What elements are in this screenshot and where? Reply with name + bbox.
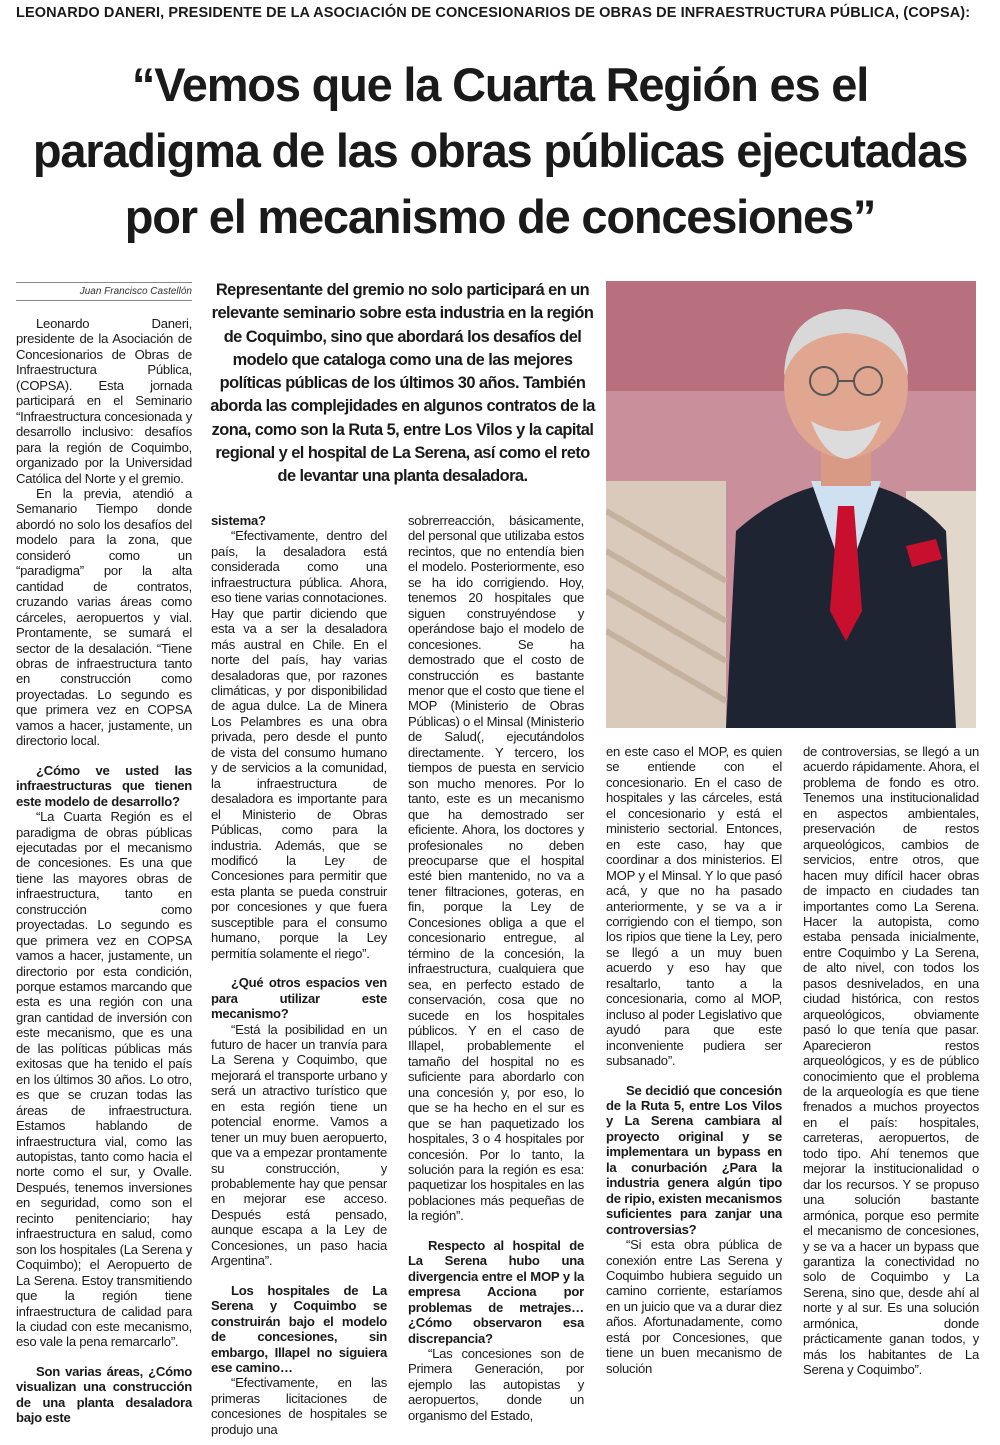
paragraph: sobrerreacción, básicamente, del personal que utilizaba estos recintos, que no entendía bien el modelo. Posteriormente, eso se ha ido corrigiendo. Hoy, tenemos 20 hospitales que siguen construyéndose y operándose bajo el modelo de concesiones. Se ha demostrado que el costo de construcción es bastante menor que el costo que tiene el MOP (Ministerio de Obras Públicas) o el Minsal (Ministerio de Salud(, ejecutándolos directamente. Y tercero, los tiempos de puesta en servicio son mucho menores. Por lo tanto, este es un mecanismo que ha demostrado ser eficiente. Ahora, los doctores y profesionales no deben preocuparse que el hospital esté bien mantenido, no va a tener filtraciones, goteras, en fin, porque la Ley de Concesiones obliga a que el concesionario entregue, al término de la concesión, la infraestructura, cualquiera que sea, en perfecto estado de conservación, cosa que no sucede en los hospitales públicos. Y en el caso de Illapel, probablemente el tamaño del hospital no es suficiente para abordarlo con una concesión y, por eso, lo que se ha hecho en el sur es que se han paquetizado los hospitales, 3 o 4 hospitales por concesión. Por lo tanto, la solución para la región es esa: paquetizar los hospitales en las poblaciones más pequeñas de la región”. [408,513,584,1224]
paragraph: de controversias, se llegó a un acuerdo rápidamente. Ahora, el problema de fondo es otro. Tenemos una institucionalidad en aspectos ambientales, preservación de restos arqueológicos, cambios de servicios, entre otros, que hacen muy difícil hacer obras de impacto en ciudades tan importantes como La Serena. Hacer la autopista, como estaba pensada inicialmente, entre Coquimbo y La Serena, de alto nivel, con todos los pasos desnivelados, en una ciudad histórica, con restos arqueológicos, obviamente pasó lo que tenía que pasar. Aparecieron restos arqueológicos, y es de público conocimiento que el problema de la arqueología es que tiene frenados a muchos proyectos en el país: hospitales, carreteras, aeropuertos, de todo tipo. Ahí tenemos que mejorar la institucionalidad o dar los recursos. Y se propuso una solución bastante armónica, porque eso permite el mecanismo de concesiones, y se va a hacer un bypass que garantiza la conectividad no solo de Coquimbo y La Serena, sino que, desde ahí al norte y al sur. Es una solución armónica, donde prácticamente ganan todos, y más los habitantes de La Serena y Coquimbo”. [803,744,979,1378]
headline-line: por el mecanismo de concesiones” [124,190,876,243]
paragraph: “Si esta obra pública de conexión entre Las Serena y Coquimbo hubiera seguido un camino corriente, estaríamos en un juicio que va a durar diez años. Afortunadamente, como está por Concesiones, que tiene un buen mecanismo de solución [606,1237,782,1376]
portrait-illustration [606,281,976,728]
portrait-photo [606,281,976,728]
question: Son varias áreas, ¿Cómo visualizan una construcción de una planta desaladora bajo este [16,1363,192,1426]
column-4 [606,744,782,1376]
question: Los hospitales de La Serena y Coquimbo se construirán bajo el modelo de concesiones, sin embargo, Illapel no siguiera ese camino… [211,1282,387,1376]
question: Respecto al hospital de La Serena hubo una divergencia entre el MOP y la empresa Acciona por problemas de metrajes… ¿Cómo observaron esa discrepancia? [408,1237,584,1346]
paragraph: “Está la posibilidad en un futuro de hacer un tranvía para La Serena y Coquimbo, que mejorará el transporte urbano y será un atractivo turístico que en esta región tiene un potencial enorme. Vamos a tener un muy buen aeropuerto, que va a empezar prontamente su construcción, y probablemente hay que pensar en mejorar ese acceso. Después está pensado, aunque escapa a la Ley de Concesiones, un paso hacia Argentina”. [211,1021,387,1269]
paragraph: “Efectivamente, dentro del país, la desaladora está considerada como una infraestructura pública. Ahora, eso tiene varias connotaciones. Hay que partir diciendo que esta va a ser la desaladora más austral en Chile. En el norte del país, hay varias desaladoras que, por razones climáticas, y por disponibilidad de agua dulce. La de Minera Los Pelambres es una obra privada, pero desde el punto de vista del consumo humano y de servicios a la comunidad, la infraestructura de desaladora es importante para el Ministerio de Obras Públicas, como para la industria. Además, que se modificó la Ley de Concesiones para permitir que esta planta se pueda construir por concesiones y que fuera susceptible para el consumo humano, porque la Ley permitía solamente el riego”. [211,528,387,961]
question: sistema? [211,513,266,528]
question: ¿Cómo ve usted las infraestructuras que tienen este modelo de desarrollo? [16,762,192,809]
column-5 [803,744,979,1378]
paragraph: Leonardo Daneri, presidente de la Asociación de Concesionarios de Obras de Infraestructura Pública, (COPSA). Esta jornada participará en el Seminario “Infraestructura concesionada y desarrollo inclusivo: desafíos para la región de Coquimbo, organizado por la Universidad Católica del Norte y el gremio. [16,316,192,486]
lead-paragraph: Representante del gremio no solo participará en un relevante seminario sobre esta industria en la región de Coquimbo, sino que abordará los desafíos del modelo que cataloga como una de las mejores políticas públicas de los últimos 30 años. También aborda las complejidades en algunos contratos de la zona, como son la Ruta 5, entre Los Vilos y la capital regional y el hospital de La Serena, así como el reto de levantar una planta desaladora. [210,281,595,486]
column-2 [211,513,387,1437]
column-3 [408,513,584,1423]
paragraph: En la previa, atendió a Semanario Tiempo donde abordó no solo los desafíos del modelo para la zona, que consideró como un “paradigma” por la alta cantidad de contratos, cruzando varias áreas como cárceles, aeropuertos y vial. Prontamente, se sumará el sector de la desalación. “Tiene obras de infraestructura tanto en construcción como proyectadas. Lo segundo es que primera vez en COPSA vamos a hacer, justamente, un directorio local. [16,485,192,749]
question: ¿Qué otros espacios ven para utilizar este mecanismo? [211,975,387,1022]
paragraph: en este caso el MOP, es quien se entiende con el concesionario. En el caso de hospitales y las cárceles, está el concesionario y está el ministerio sectorial. Entonces, en este caso, hay que coordinar a dos ministerios. El MOP y el Minsal. Y lo que pasó acá, y que no ha pasado anteriormente, y se va a ir corrigiendo con el tiempo, son los ripios que tiene la Ley, pero se llegó a un muy buen acuerdo y eso hay que resaltarlo, tanto a la concesionaria, como al MOP, incluso al poder Legislativo que ayudó para que este inconveniente pudiera ser subsanado”. [606,744,782,1069]
column-1 [16,316,192,1426]
paragraph: “La Cuarta Región es el paradigma de obras públicas ejecutadas por el mecanismo de concesiones. Es una que tiene las mayores obras de infraestructura, tanto en construcción como proyectadas. Lo segundo es que primera vez en COPSA vamos a hacer, justamente, un directorio por esta condición, porque estamos marcando que esta es una región con una gran cantidad de inversión con este mecanismo, que es una de las políticas públicas más exitosas que ha tenido el país en los últimos 30 años. Lo otro, es que se cruzan todas las áreas de infraestructura. Estamos hablando de infraestructura vial, como las autopistas, tanto como hacia el norte como el sur, y Ovalle. Después, tenemos inversiones en seguridad, como son el recinto penitenciario; hay infraestructura en salud, como son los hospitales (La Serena y Coquimbo); el Aeropuerto de La Serena. Estoy transmitiendo que la región tiene infraestructura de calidad para la ciudad con este mecanismo, eso vale la pena remarcarlo”. [16,809,192,1350]
paragraph: “Las concesiones son de Primera Generación, por ejemplo las autopistas y aeropuertos, donde un organismo del Estado, [408,1346,584,1423]
question: Se decidió que concesión de la Ruta 5, entre Los Vilos y La Serena cambiara al proyecto original y se implementara un bypass en la conurbación ¿Para la industria genera algún tipo de ripio, existen mecanismos suficientes para zanjar una controversias? [606,1082,782,1237]
byline: Juan Francisco Castellón [16,282,192,301]
headline-line: paradigma de las obras públicas ejecutadas [32,124,968,177]
paragraph: “Efectivamente, en las primeras licitaciones de concesiones de hospitales se produjo una [211,1375,387,1437]
headline-line: “Vemos que la Cuarta Región es el [131,58,869,111]
headline [0,52,1000,250]
kicker: LEONARDO DANERI, PRESIDENTE DE LA ASOCIACIÓN DE CONCESIONARIOS DE OBRAS DE INFRAESTRUCTURA PÚBLICA, (COPSA): [16,5,971,21]
